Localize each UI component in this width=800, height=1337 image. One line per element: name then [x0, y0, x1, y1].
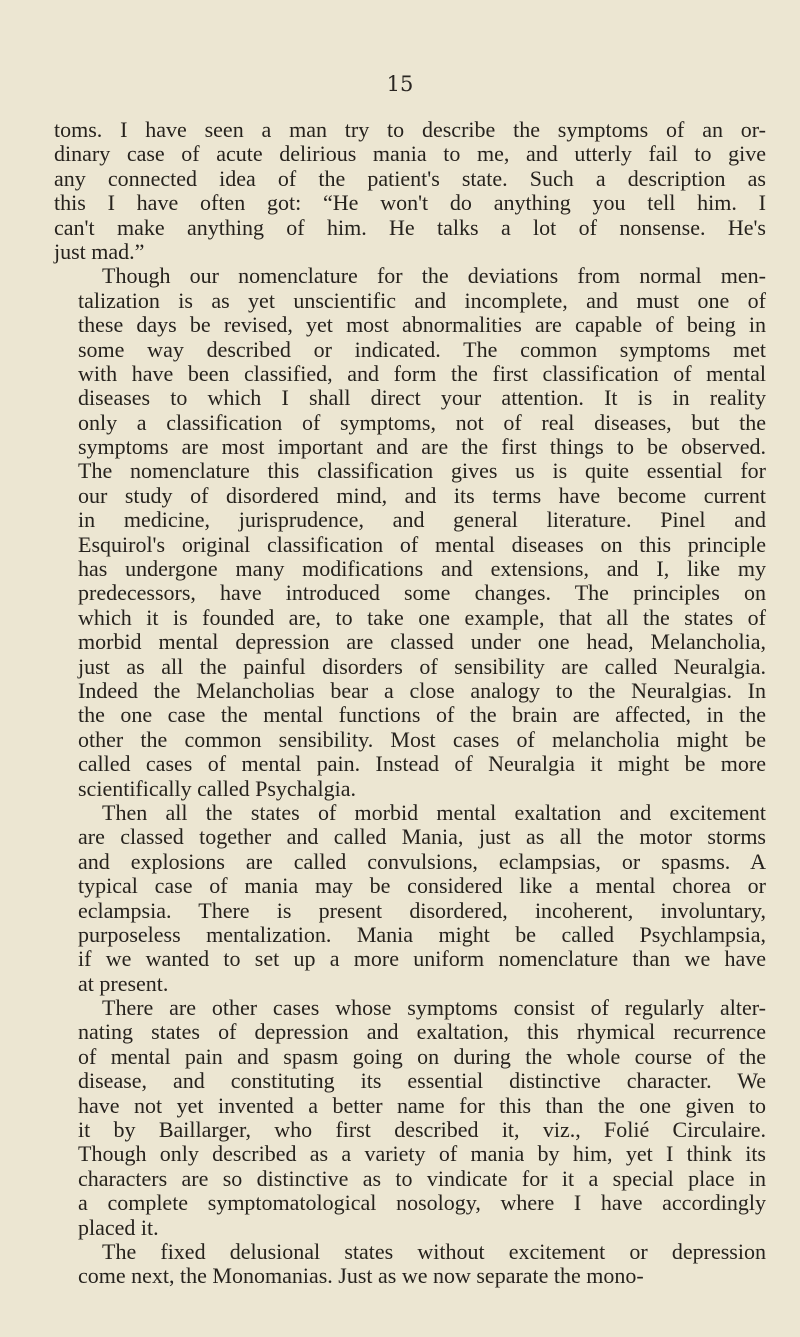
text-line: just mad.” [54, 238, 145, 264]
text-line: predecessors, have introduced some changes. The principles on [78, 580, 766, 606]
page-number: 15 [386, 72, 414, 96]
text-line: Though our nomenclature for the deviations from normal men- [102, 263, 766, 289]
text-line: can't make anything of him. He talks a lot of nonsense. He's [54, 214, 766, 240]
text-line: are classed together and called Mania, just as all the motor storms [78, 824, 766, 850]
text-line: eclampsia. There is present disordered, incoherent, involuntary, [78, 897, 766, 923]
text-line: nating states of depression and exaltation, this rhymical recurrence [78, 1019, 766, 1045]
text-line: morbid mental depression are classed under one head, Melancholia, [78, 629, 766, 655]
text-line: toms. I have seen a man try to describe the symptoms of an or- [54, 117, 766, 142]
text-line: The nomenclature this classification gives us is quite essential for [78, 458, 766, 484]
paragraph [54, 118, 766, 264]
text-line: scientifically called Psychalgia. [78, 775, 356, 801]
text-line: dinary case of acute delirious mania to me, and utterly fail to give [54, 141, 766, 167]
text-line: which it is founded are, to take one example, that all the states of [78, 604, 766, 630]
text-line: with have been classified, and form the first classification of mental [78, 360, 766, 386]
text-line: come next, the Monomanias. Just as we now separate the mono- [78, 1263, 644, 1289]
text-line: Indeed the Melancholias bear a close analogy to the Neuralgias. In [78, 677, 766, 703]
paragraph [54, 996, 766, 1240]
text-line: There are other cases whose symptoms consist of regularly alter- [102, 995, 766, 1021]
text-line: purposeless mentalization. Mania might be called Psychlampsia, [78, 921, 766, 947]
text-line: of mental pain and spasm going on during the whole course of the [78, 1043, 766, 1069]
text-line: placed it. [78, 1214, 159, 1240]
text-line: just as all the painful disorders of sensibility are called Neuralgia. [78, 653, 766, 679]
text-line: the one case the mental functions of the brain are affected, in the [78, 702, 766, 728]
text-line: and explosions are called convulsions, eclampsias, or spasms. A [78, 848, 766, 874]
text-line: Then all the states of morbid mental exaltation and excitement [102, 799, 766, 825]
text-line: this I have often got: “He won't do anything you tell him. I [54, 190, 766, 216]
text-line: Though only described as a variety of mania by him, yet I think its [78, 1141, 766, 1167]
text-line: Esquirol's original classification of mental diseases on this principle [78, 531, 766, 557]
paragraph [54, 801, 766, 996]
text-line: disease, and constituting its essential distinctive character. We [78, 1068, 766, 1094]
text-line: The fixed delusional states without excitement or depression [102, 1238, 766, 1264]
text-line: has undergone many modifications and extensions, and I, like my [78, 556, 766, 582]
text-line: our study of disordered mind, and its terms have become current [78, 482, 766, 508]
text-line: symptoms are most important and are the first things to be observed. [78, 434, 766, 460]
body-text [54, 118, 766, 1289]
text-line: other the common sensibility. Most cases of melancholia might be [78, 726, 766, 752]
text-line: in medicine, jurisprudence, and general literature. Pinel and [78, 507, 766, 533]
text-line: talization is as yet unscientific and incomplete, and must one of [78, 287, 766, 313]
text-line: typical case of mania may be considered like a mental chorea or [78, 873, 766, 899]
text-line: have not yet invented a better name for this than the one given to [78, 1092, 766, 1118]
text-line: if we wanted to set up a more uniform nomenclature than we have [78, 946, 766, 972]
text-line: only a classification of symptoms, not of real diseases, but the [78, 409, 766, 435]
text-line: diseases to which I shall direct your attention. It is in reality [78, 385, 766, 411]
text-line: it by Baillarger, who first described it, viz., Folié Circulaire. [78, 1117, 766, 1143]
text-line: a complete symptomatological nosology, where I have accordingly [78, 1190, 766, 1216]
text-line: at present. [78, 970, 169, 996]
text-line: these days be revised, yet most abnormalities are capable of being in [78, 312, 766, 338]
text-line: some way described or indicated. The common symptoms met [78, 336, 766, 362]
text-line: any connected idea of the patient's state. Such a description as [54, 165, 766, 191]
paragraph [54, 264, 766, 801]
text-line: characters are so distinctive as to vindicate for it a special place in [78, 1165, 766, 1191]
paragraph [54, 1240, 766, 1289]
text-line: called cases of mental pain. Instead of Neuralgia it might be more [78, 751, 766, 777]
